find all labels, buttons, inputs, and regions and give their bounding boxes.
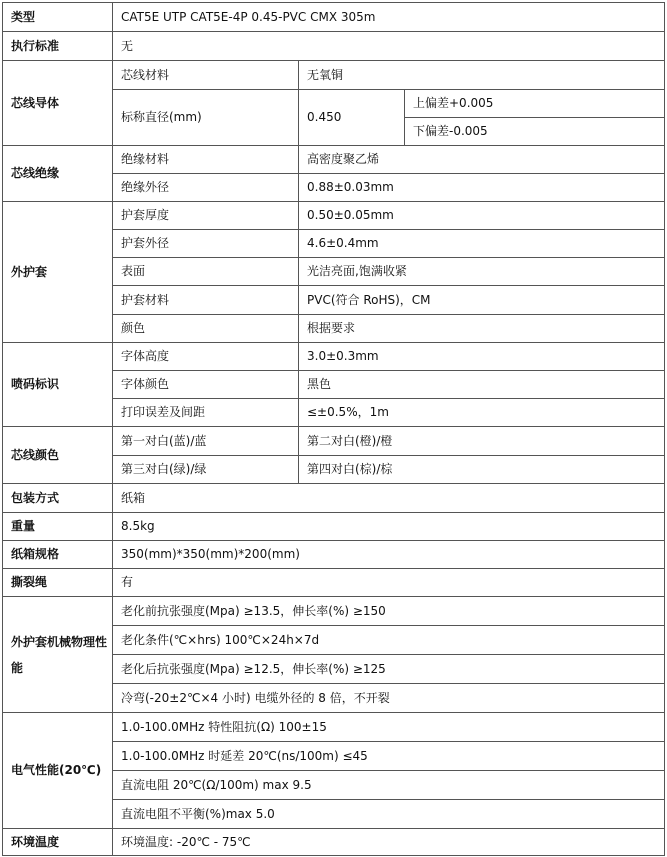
- jacket-od-value: 4.6±0.4mm: [299, 230, 665, 258]
- jacket-od-label: 护套外径: [113, 230, 299, 258]
- marking-error-label: 打印误差及间距: [113, 399, 299, 427]
- marking-height-value: 3.0±0.3mm: [299, 343, 665, 371]
- row-environment: [3, 829, 665, 856]
- row-conductor-material: [3, 61, 665, 90]
- core-color-pair3: 第三对白(绿)/绿: [113, 456, 299, 484]
- conductor-diameter-label: 标称直径(mm): [113, 90, 299, 146]
- mechanical-label: 外护套机械物理性能: [3, 597, 113, 713]
- row-weight: [3, 513, 665, 541]
- row-type: [3, 3, 665, 32]
- carton-value: 350(mm)*350(mm)*200(mm): [113, 541, 665, 569]
- jacket-surface-value: 光洁亮面,饱满收紧: [299, 258, 665, 286]
- jacket-color-value: 根据要求: [299, 315, 665, 343]
- environment-value: 环境温度: -20℃ - 75℃: [113, 829, 665, 856]
- insulation-material-value: 高密度聚乙烯: [299, 146, 665, 174]
- row-insulation-material: [3, 146, 665, 174]
- conductor-material-value: 无氧铜: [299, 61, 665, 90]
- row-jacket-thickness: [3, 202, 665, 230]
- insulation-od-label: 绝缘外径: [113, 174, 299, 202]
- core-color-pair4: 第四对白(棕)/棕: [299, 456, 665, 484]
- core-color-label: 芯线颜色: [3, 427, 113, 484]
- jacket-material-value: PVC(符合 RoHS)，CM: [299, 286, 665, 315]
- core-color-pair1: 第一对白(蓝)/蓝: [113, 427, 299, 456]
- ripcord-label: 撕裂绳: [3, 569, 113, 597]
- packing-value: 纸箱: [113, 484, 665, 513]
- row-ripcord: [3, 569, 665, 597]
- marking-color-label: 字体颜色: [113, 371, 299, 399]
- row-marking-height: [3, 343, 665, 371]
- conductor-material-label: 芯线材料: [113, 61, 299, 90]
- marking-color-value: 黑色: [299, 371, 665, 399]
- electrical-line4: 直流电阻不平衡(%)max 5.0: [113, 800, 665, 829]
- weight-label: 重量: [3, 513, 113, 541]
- weight-value: 8.5kg: [113, 513, 665, 541]
- electrical-line3: 直流电阻 20℃(Ω/100m) max 9.5: [113, 771, 665, 800]
- row-core-color-1: [3, 427, 665, 456]
- spec-table: [2, 2, 665, 856]
- electrical-line2: 1.0-100.0MHz 时延差 20℃(ns/100m) ≤45: [113, 742, 665, 771]
- marking-error-value: ≤±0.5%，1m: [299, 399, 665, 427]
- row-packing: [3, 484, 665, 513]
- standard-label: 执行标准: [3, 32, 113, 61]
- row-carton: [3, 541, 665, 569]
- packing-label: 包装方式: [3, 484, 113, 513]
- jacket-surface-label: 表面: [113, 258, 299, 286]
- conductor-upper-tolerance: 上偏差+0.005: [405, 90, 665, 118]
- insulation-od-value: 0.88±0.03mm: [299, 174, 665, 202]
- ripcord-value: 有: [113, 569, 665, 597]
- standard-value: 无: [113, 32, 665, 61]
- electrical-line1: 1.0-100.0MHz 特性阻抗(Ω) 100±15: [113, 713, 665, 742]
- insulation-material-label: 绝缘材料: [113, 146, 299, 174]
- mechanical-line2: 老化条件(℃×hrs) 100℃×24h×7d: [113, 626, 665, 655]
- carton-label: 纸箱规格: [3, 541, 113, 569]
- environment-label: 环境温度: [3, 829, 113, 856]
- conductor-diameter-value: 0.450: [299, 90, 405, 146]
- marking-height-label: 字体高度: [113, 343, 299, 371]
- mechanical-line1: 老化前抗张强度(Mpa) ≥13.5，伸长率(%) ≥150: [113, 597, 665, 626]
- jacket-material-label: 护套材料: [113, 286, 299, 315]
- jacket-thickness-label: 护套厚度: [113, 202, 299, 230]
- type-value: CAT5E UTP CAT5E-4P 0.45-PVC CMX 305m: [113, 3, 665, 32]
- row-mechanical-1: [3, 597, 665, 626]
- jacket-label: 外护套: [3, 202, 113, 343]
- conductor-label: 芯线导体: [3, 61, 113, 146]
- mechanical-line4: 冷弯(-20±2℃×4 小时) 电缆外径的 8 倍，不开裂: [113, 684, 665, 713]
- mechanical-line3: 老化后抗张强度(Mpa) ≥12.5，伸长率(%) ≥125: [113, 655, 665, 684]
- core-color-pair2: 第二对白(橙)/橙: [299, 427, 665, 456]
- row-electrical-1: [3, 713, 665, 742]
- jacket-thickness-value: 0.50±0.05mm: [299, 202, 665, 230]
- jacket-color-label: 颜色: [113, 315, 299, 343]
- type-label: 类型: [3, 3, 113, 32]
- row-standard: [3, 32, 665, 61]
- marking-label: 喷码标识: [3, 343, 113, 427]
- conductor-lower-tolerance: 下偏差-0.005: [405, 118, 665, 146]
- electrical-label: 电气性能(20℃): [3, 713, 113, 829]
- insulation-label: 芯线绝缘: [3, 146, 113, 202]
